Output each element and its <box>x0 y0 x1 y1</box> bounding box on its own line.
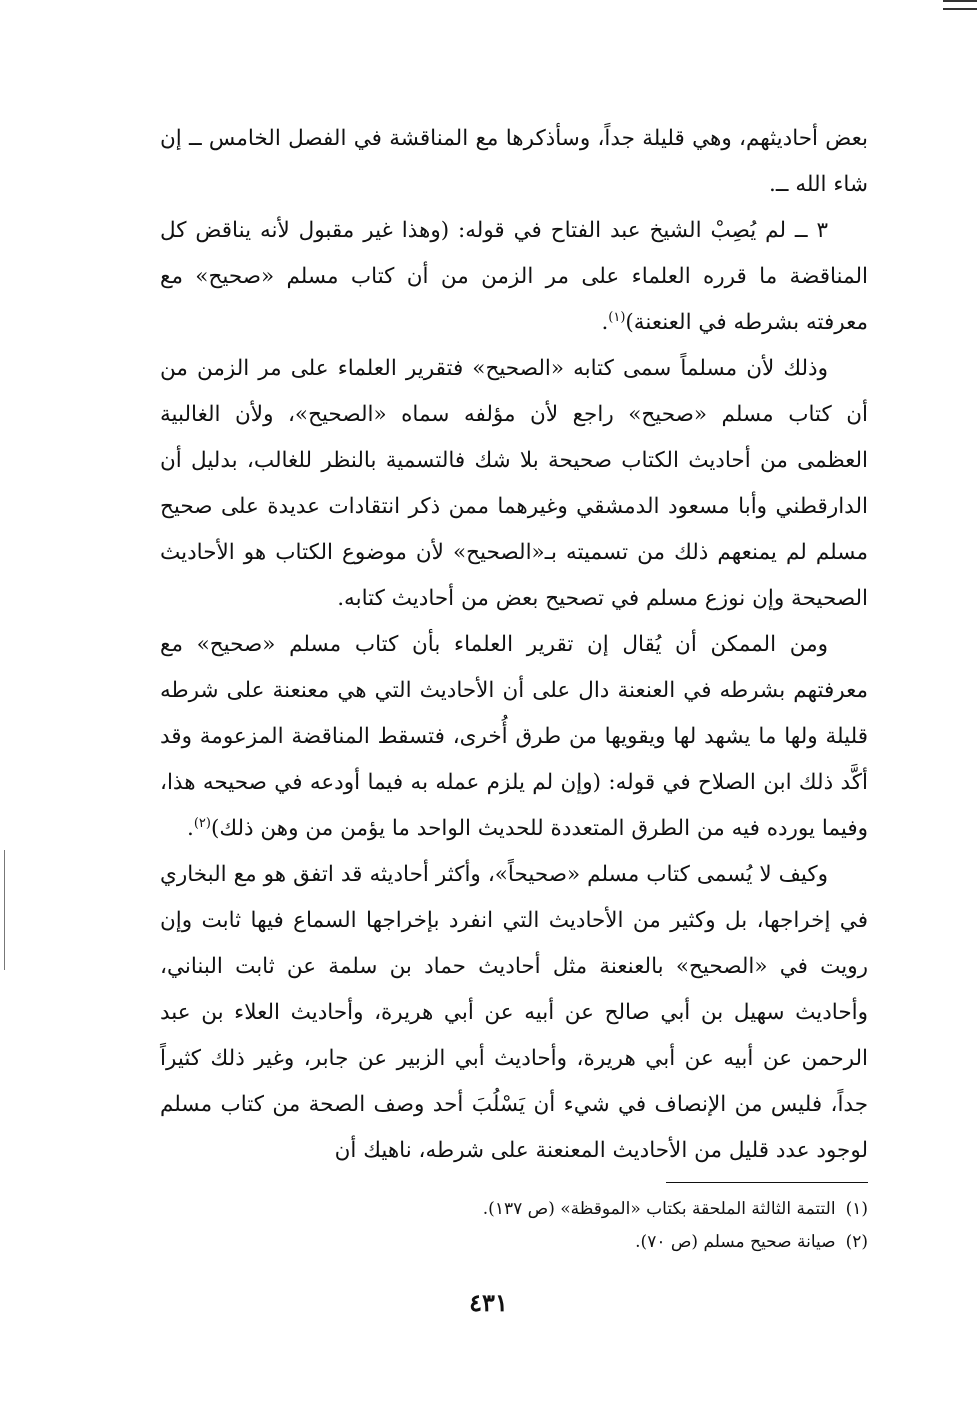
scan-corner-mark <box>943 0 977 10</box>
footnotes <box>160 1193 868 1259</box>
paragraph-5 <box>160 852 868 1174</box>
paragraph-2-tail: . <box>601 310 609 335</box>
paragraph-3 <box>160 346 868 622</box>
paragraph-2-text: ٣ ــ لم يُصِبْ الشيخ عبد الفتاح في قوله: (وهذا غير مقبول لأنه يناقض كل المناقضة ما قرره العلماء على مر الزمن من أن كتاب مسلم «صحيح» مع معرفته بشرطه في العنعنة) <box>160 218 868 335</box>
footnote-1 <box>160 1193 868 1226</box>
scan-edge-line <box>4 850 5 970</box>
paragraph-4 <box>160 622 868 852</box>
paragraph-5-text: وكيف لا يُسمى كتاب مسلم «صحيحاً»، وأكثر أحاديثه قد اتفق هو مع البخاري في إخراجها، بل وكثير من الأحاديث التي انفرد بإخراجها السماع فيها ثابت وإن رويت في «الصحيح» بالعنعنة مثل أحاديث حماد بن سلمة عن ثابت البناني، وأحاديث سهيل بن أبي صالح عن أبيه عن أبي هريرة، وأحاديث العلاء بن عبد الرحمن عن أبيه عن أبي هريرة، وأحاديث أبي الزبير عن جابر، وغير ذلك كثيراً جداً، فليس من الإنصاف في شيء أن يَسْلُبَ أحد وصف الصحة من كتاب مسلم لوجود عدد قليل من الأحاديث المعنعنة على شرطه، ناهيك أن <box>160 862 868 1163</box>
paragraph-3-text: وذلك لأن مسلماً سمى كتابه «الصحيح» فتقرير العلماء على مر الزمن من أن كتاب مسلم «صحيح» راجع لأن مؤلفه سماه «الصحيح»، ولأن الغالبية العظمى من أحاديث الكتاب صحيحة بلا شك فالتسمية بالنظر للغالب، بدليل أن الدارقطني وأبا مسعود الدمشقي وغيرهما ممن ذكر انتقادات عديدة على صحيح مسلم لم يمنعهم ذلك من تسميته بـ«الصحيح» لأن موضوع الكتاب هو الأحاديث الصحيحة وإن نوزع مسلم في تصحيح بعض من أحاديث كتابه. <box>160 356 868 611</box>
footnote-ref-2[interactable]: (٢) <box>193 815 211 831</box>
footnote-2-text: صيانة صحيح مسلم (ص ٧٠). <box>635 1232 836 1252</box>
footnote-1-text: التتمة الثالثة الملحقة بكتاب «الموقظة» (ص ١٣٧). <box>482 1199 836 1219</box>
footnote-2-number: (٢) <box>845 1232 868 1252</box>
footnote-divider <box>666 1182 868 1183</box>
paragraph-4-tail: . <box>186 816 194 841</box>
footnote-ref-1[interactable]: (١) <box>608 309 626 325</box>
paragraph-1 <box>160 116 868 208</box>
footnote-1-number: (١) <box>845 1199 868 1219</box>
paragraph-2 <box>160 208 868 346</box>
footnote-2 <box>160 1226 868 1259</box>
body-text <box>160 116 868 1174</box>
paragraph-1-text: بعض أحاديثهم، وهي قليلة جداً، وسأذكرها مع المناقشة في الفصل الخامس ــ إن شاء الله ــ. <box>160 126 868 197</box>
page-number: ٤٣١ <box>469 1288 508 1317</box>
paragraph-4-text: ومن الممكن أن يُقال إن تقرير العلماء بأن كتاب مسلم «صحيح» مع معرفتهم بشرطه في العنعنة دال على أن الأحاديث التي هي معنعنة على شرطه قليلة ولها ما يشهد لها ويقويها من طرق أُخرى، فتسقط المناقضة المزعومة وقد أكَّد ذلك ابن الصلاح في قوله: (وإن لم يلزم عمله به فيما أودعه في صحيحه هذا، وفيما يورده فيه من الطرق المتعددة للحديث الواحد ما يؤمن من وهن ذلك) <box>160 632 868 841</box>
page-content <box>160 116 868 1259</box>
